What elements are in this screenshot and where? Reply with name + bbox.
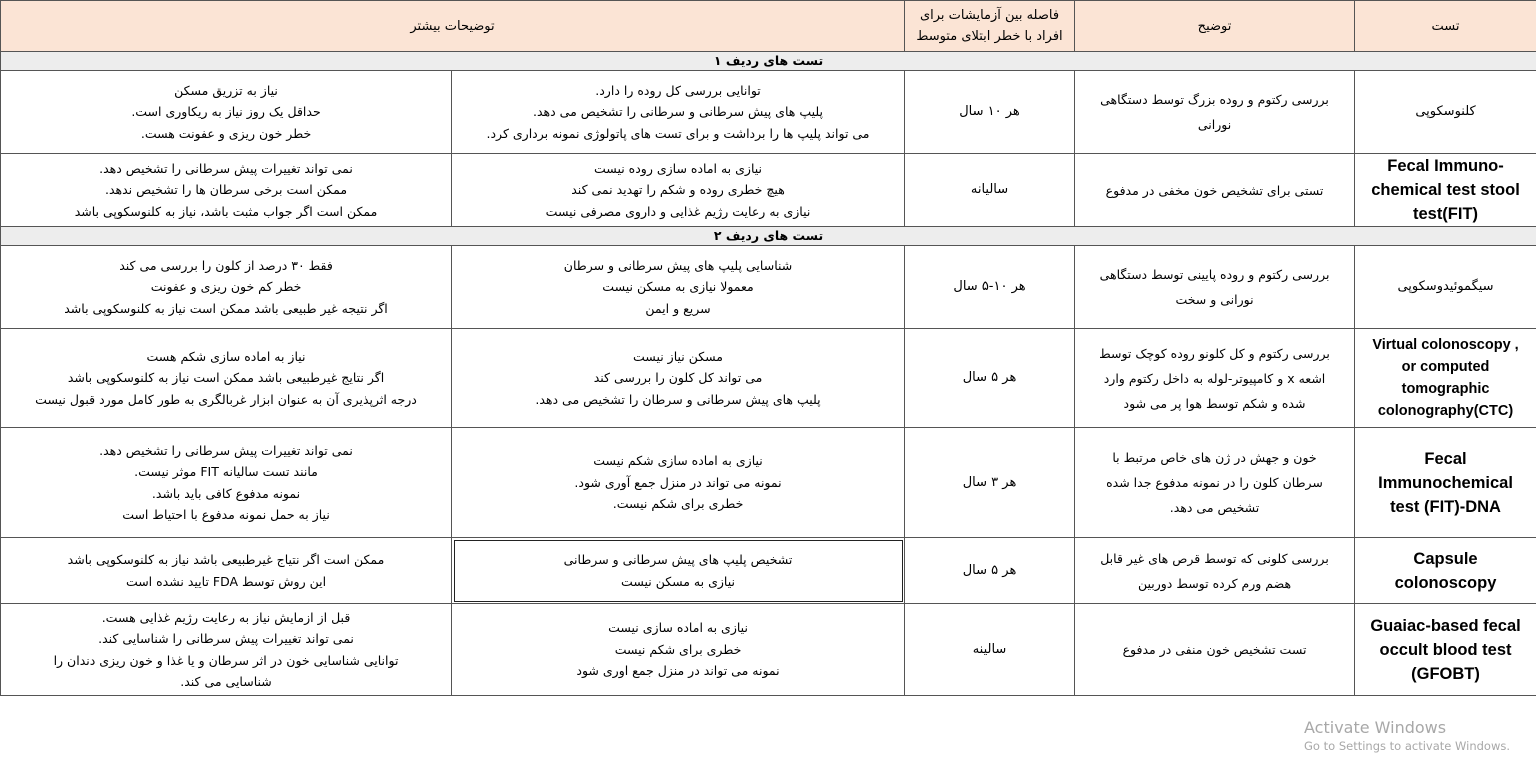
test-description-line: شده و شکم توسط هوا پر می شود bbox=[1123, 395, 1306, 411]
test-interval: هر ۵ سال bbox=[905, 538, 1075, 604]
test-interval: هر ۱۰-۵ سال bbox=[905, 246, 1075, 329]
test-description-line: سرطان کلون را در نمونه مدفوع جدا شده bbox=[1106, 475, 1323, 490]
more-limitations-line: حداقل یک روز نیاز به ریکاوری است. bbox=[131, 104, 321, 120]
more-limitations bbox=[1, 538, 452, 604]
more-limitations-line: نیاز به اماده سازی شکم هست bbox=[146, 348, 306, 364]
more-benefits-line: پلیپ های پیش سرطانی و سرطان را تشخیص می دهد. bbox=[535, 391, 821, 407]
test-name-line: or computed bbox=[1401, 359, 1490, 375]
more-benefits bbox=[452, 246, 905, 329]
test-description-line: بررسی کلونی که توسط قرص های غیر قابل bbox=[1100, 550, 1329, 566]
more-limitations-line: شناسایی می کند. bbox=[180, 674, 272, 689]
test-interval: سالینه bbox=[905, 604, 1075, 696]
more-limitations-line: نیاز به تزریق مسکن bbox=[174, 82, 278, 98]
test-name bbox=[1355, 154, 1536, 227]
test-name-line: occult blood test bbox=[1379, 640, 1512, 659]
test-description-line: اشعه x و کامپیوتر-لوله به داخل رکتوم وارد bbox=[1103, 370, 1326, 386]
table-row bbox=[1, 538, 1536, 604]
test-description bbox=[1075, 604, 1355, 696]
more-limitations-line: نمونه مدفوع کافی باید باشد. bbox=[151, 485, 301, 501]
more-limitations-line: خطر کم خون ریزی و عفونت bbox=[150, 279, 302, 295]
section-title: تست های ردیف ۱ bbox=[1, 52, 1536, 71]
test-name-line: Guaiac-based fecal bbox=[1370, 616, 1521, 635]
section-row bbox=[1, 52, 1536, 71]
header-test: تست bbox=[1355, 1, 1536, 52]
test-description bbox=[1075, 246, 1355, 329]
more-benefits-line: نیازی به اماده سازی شکم نیست bbox=[593, 453, 763, 469]
more-limitations-line: فقط ۳۰ درصد از کلون را بررسی می کند bbox=[119, 257, 333, 273]
more-benefits bbox=[452, 428, 905, 538]
more-benefits-line: شناسایی پلیپ های پیش سرطانی و سرطان bbox=[563, 257, 793, 273]
more-benefits-line: نمونه می تواند در منزل جمع آوری شود. bbox=[574, 474, 782, 490]
table-row bbox=[1, 428, 1536, 538]
more-limitations bbox=[1, 329, 452, 428]
more-limitations-line: نمی تواند تغییرات پیش سرطانی را تشخیص دهد. bbox=[99, 160, 353, 176]
test-interval: هر ۵ سال bbox=[905, 329, 1075, 428]
test-description bbox=[1075, 71, 1355, 154]
header-interval-line1: فاصله بین آزمایشات برای bbox=[919, 8, 1060, 23]
section-row bbox=[1, 227, 1536, 246]
test-name-line: colonoscopy bbox=[1394, 573, 1497, 592]
test-description-line: بررسی رکتوم و روده پایینی توسط دستگاهی bbox=[1099, 267, 1330, 282]
test-description-line: خون و جهش در ژن های خاص مرتبط با bbox=[1112, 450, 1317, 465]
test-description bbox=[1075, 154, 1355, 227]
watermark-line1: Activate Windows bbox=[1304, 718, 1447, 737]
test-name-line: Fecal Immuno- bbox=[1387, 157, 1504, 175]
test-description-line: نورانی و سخت bbox=[1175, 292, 1254, 307]
test-interval: هر ۱۰ سال bbox=[905, 71, 1075, 154]
more-limitations-line: مانند تست سالیانه FIT موثر نیست. bbox=[134, 464, 318, 479]
test-name-line: test (FIT)-DNA bbox=[1390, 497, 1501, 516]
more-benefits-line: تشخیص پلیپ های پیش سرطانی و سرطانی bbox=[563, 552, 793, 567]
test-name-line: Immunochemical bbox=[1378, 473, 1513, 492]
table-row bbox=[1, 246, 1536, 329]
test-name bbox=[1355, 329, 1536, 428]
test-description-line: تشخیص می دهد. bbox=[1169, 500, 1260, 515]
test-name-line: Fecal bbox=[1424, 449, 1467, 468]
test-name-line: Virtual colonoscopy , bbox=[1372, 337, 1519, 353]
header-description: توضیح bbox=[1075, 1, 1355, 52]
test-description-line: تستی برای تشخیص خون مخفی در مدفوع bbox=[1105, 182, 1324, 198]
more-benefits-line: نیازی به رعایت رژیم غذایی و داروی مصرفی نیست bbox=[545, 203, 811, 219]
more-benefits-line: مسکن نیاز نیست bbox=[633, 348, 723, 364]
more-limitations bbox=[1, 154, 452, 227]
more-limitations-line: ممکن است اگر جواب مثبت باشد، نیاز به کلنوسکوپی باشد bbox=[74, 203, 378, 219]
more-benefits-line: می تواند پلیپ ها را برداشت و برای تست های پاتولوژی نمونه برداری کرد. bbox=[486, 125, 870, 141]
more-limitations bbox=[1, 71, 452, 154]
more-benefits-line: نیازی به اماده سازی روده نیست bbox=[594, 160, 763, 176]
more-benefits-line: نیازی به مسکن نیست bbox=[621, 573, 735, 589]
more-limitations-line: ممکن است برخی سرطان ها را تشخیص ندهد. bbox=[104, 182, 348, 198]
test-name-line: test(FIT) bbox=[1412, 205, 1479, 223]
test-name-line: (GFOBT) bbox=[1411, 664, 1480, 683]
more-limitations-line: این روش توسط FDA تایید نشده است bbox=[125, 573, 327, 589]
test-name: کلنوسکوپی bbox=[1355, 71, 1536, 154]
test-description-line: تست تشخیص خون منفی در مدفوع bbox=[1122, 642, 1307, 657]
watermark-line2: Go to Settings to activate Windows. bbox=[1304, 739, 1510, 753]
more-benefits bbox=[452, 71, 905, 154]
more-limitations-line: نیاز به حمل نمونه مدفوع با احتیاط است bbox=[122, 507, 330, 522]
header-more: توضیحات بیشتر bbox=[1, 1, 905, 52]
table-row bbox=[1, 329, 1536, 428]
more-limitations-line: درجه اثرپذیری آن به عنوان ابزار غربالگری به طور کامل مورد قبول نیست bbox=[35, 391, 417, 407]
header-interval bbox=[905, 1, 1075, 52]
table-row bbox=[1, 154, 1536, 227]
test-name-line: colonography(CTC) bbox=[1377, 403, 1514, 419]
more-benefits-line: نمونه می تواند در منزل جمع اوری شود bbox=[576, 663, 780, 679]
test-interval: هر ۳ سال bbox=[905, 428, 1075, 538]
more-limitations bbox=[1, 246, 452, 329]
more-benefits bbox=[452, 329, 905, 428]
test-name: سیگموئیدوسکوپی bbox=[1355, 246, 1536, 329]
table-row bbox=[1, 604, 1536, 696]
test-description-line: بررسی رکتوم و کل کلونو روده کوچک توسط bbox=[1099, 345, 1330, 361]
test-name-line: tomographic bbox=[1401, 381, 1490, 397]
test-description-line: هضم ورم کرده توسط دوربین bbox=[1137, 575, 1292, 591]
more-limitations-line: قبل از ازمایش نیاز به رعایت رژیم غذایی هست. bbox=[101, 609, 351, 625]
section-title: تست های ردیف ۲ bbox=[1, 227, 1536, 246]
more-benefits-line: نیازی به اماده سازی نیست bbox=[608, 620, 748, 636]
test-description-line: بررسی رکتوم و روده بزرگ توسط دستگاهی bbox=[1100, 92, 1329, 107]
more-limitations-line: اگر نتیجه غیر طبیعی باشد ممکن است نیاز به کلنوسکوپی باشد bbox=[64, 300, 388, 316]
test-name-line: Capsule bbox=[1413, 549, 1478, 568]
table-row bbox=[1, 71, 1536, 154]
more-benefits-line: معمولا نیازی به مسکن نیست bbox=[602, 279, 754, 295]
test-name-line: chemical test stool bbox=[1371, 181, 1520, 199]
more-benefits-line: خطری برای شکم نیست bbox=[614, 641, 742, 657]
more-limitations-line: نمی تواند تغییرات پیش سرطانی را شناسایی کند. bbox=[98, 631, 354, 646]
more-benefits-line: پلیپ های پیش سرطانی و سرطانی را تشخیص می دهد. bbox=[533, 104, 823, 120]
test-name bbox=[1355, 604, 1536, 696]
more-benefits bbox=[452, 538, 905, 604]
test-description bbox=[1075, 428, 1355, 538]
test-description bbox=[1075, 538, 1355, 604]
more-benefits bbox=[452, 154, 905, 227]
more-limitations-line: اگر نتایج غیرطبیعی باشد ممکن است نیاز به کلنوسکوپی باشد bbox=[67, 370, 385, 386]
test-name bbox=[1355, 538, 1536, 604]
more-benefits-line: هیچ خطری روده و شکم را تهدید نمی کند bbox=[571, 182, 785, 198]
test-description bbox=[1075, 329, 1355, 428]
more-limitations bbox=[1, 604, 452, 696]
more-limitations-line: ممکن است اگر نتیاج غیرطبیعی باشد نیاز به کلنوسکوپی باشد bbox=[67, 552, 385, 567]
more-benefits-line: خطری برای شکم نیست. bbox=[612, 496, 744, 512]
test-description-line: نورانی bbox=[1197, 117, 1232, 132]
more-limitations-line: توانایی شناسایی خون در اثر سرطان و یا غذا و خون ریزی دندان را bbox=[53, 652, 399, 668]
activation-watermark bbox=[1304, 720, 1510, 753]
more-limitations bbox=[1, 428, 452, 538]
more-benefits bbox=[452, 604, 905, 696]
more-benefits-line: می تواند کل کلون را بررسی کند bbox=[593, 370, 763, 386]
more-benefits-line: سریع و ایمن bbox=[645, 300, 711, 316]
more-limitations-line: نمی تواند تغییرات پیش سرطانی را تشخیص دهد. bbox=[99, 442, 353, 458]
header-interval-line2: افراد با خطر ابتلای متوسط bbox=[916, 29, 1063, 44]
more-benefits-line: توانایی بررسی کل روده را دارد. bbox=[595, 82, 761, 98]
test-name bbox=[1355, 428, 1536, 538]
header-row bbox=[1, 1, 1536, 52]
test-interval: سالیانه bbox=[905, 154, 1075, 227]
more-limitations-line: خطر خون ریزی و عفونت هست. bbox=[140, 125, 312, 141]
